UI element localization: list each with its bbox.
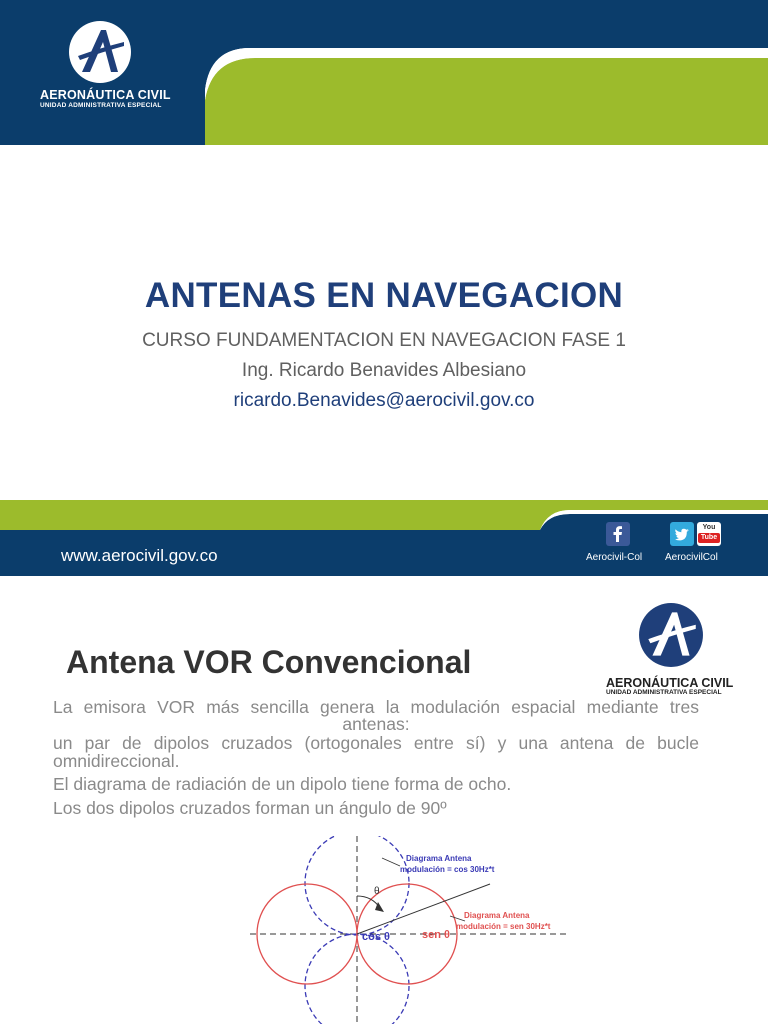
author-name: Ing. Ricardo Benavides Albesiano bbox=[241, 360, 527, 381]
website-link[interactable]: www.aerocivil.gov.co bbox=[61, 546, 218, 565]
author-email[interactable]: ricardo.Benavides@aerocivil.gov.co bbox=[233, 390, 535, 411]
logo-subtitle: UNIDAD ADMINISTRATIVA ESPECIAL bbox=[40, 102, 162, 109]
label-a-line-1: Diagrama Antena bbox=[406, 854, 472, 863]
facebook-icon[interactable] bbox=[606, 522, 630, 546]
sen-label: sen θ bbox=[422, 929, 450, 941]
radiation-diagram bbox=[250, 836, 570, 1024]
logo-2-name: AERONÁUTICA CIVIL bbox=[606, 676, 734, 690]
aerocivil-logo-2-icon bbox=[638, 602, 704, 668]
leader-a bbox=[382, 858, 400, 866]
youtube-tube: Tube bbox=[698, 533, 720, 543]
leader-b bbox=[450, 916, 465, 921]
label-b-line-2: modulación = sen 30Hz*t bbox=[456, 922, 551, 931]
youtube-you: You bbox=[702, 524, 716, 531]
paragraph-4: Los dos dipolos cruzados forman un ángulo de 90º bbox=[53, 798, 447, 818]
paragraph-1-line-2: antenas: bbox=[342, 714, 410, 734]
course-name: CURSO FUNDAMENTACION EN NAVEGACION FASE 1 bbox=[142, 330, 626, 351]
presentation-title: ANTENAS EN NAVEGACION bbox=[144, 276, 624, 315]
theta-label: θ bbox=[374, 886, 380, 897]
youtube-icon[interactable] bbox=[697, 522, 721, 546]
paragraph-2-line-2: omnidireccional. bbox=[53, 751, 180, 771]
aerocivil-logo-icon bbox=[68, 20, 132, 84]
twitter-youtube-label[interactable]: AerocivilCol bbox=[665, 552, 718, 563]
paragraph-1-line-1: La emisora VOR más sencilla genera la modulación espacial mediante tres bbox=[53, 697, 699, 717]
label-b-line-1: Diagrama Antena bbox=[464, 911, 530, 920]
label-a-line-2: modulación = cos 30Hz*t bbox=[400, 865, 495, 874]
paragraph-3: El diagrama de radiación de un dipolo tiene forma de ocho. bbox=[53, 774, 512, 794]
twitter-icon[interactable] bbox=[670, 522, 694, 546]
facebook-label[interactable]: Aerocivil-Col bbox=[586, 552, 643, 563]
logo-2-subtitle: UNIDAD ADMINISTRATIVA ESPECIAL bbox=[606, 689, 722, 696]
logo-name: AERONÁUTICA CIVIL bbox=[40, 88, 171, 102]
paragraph-2-line-1: un par de dipolos cruzados (ortogonales entre sí) y una antena de bucle bbox=[53, 733, 699, 753]
slide-2-title: Antena VOR Convencional bbox=[66, 644, 472, 680]
cos-label: cos θ bbox=[362, 931, 390, 943]
